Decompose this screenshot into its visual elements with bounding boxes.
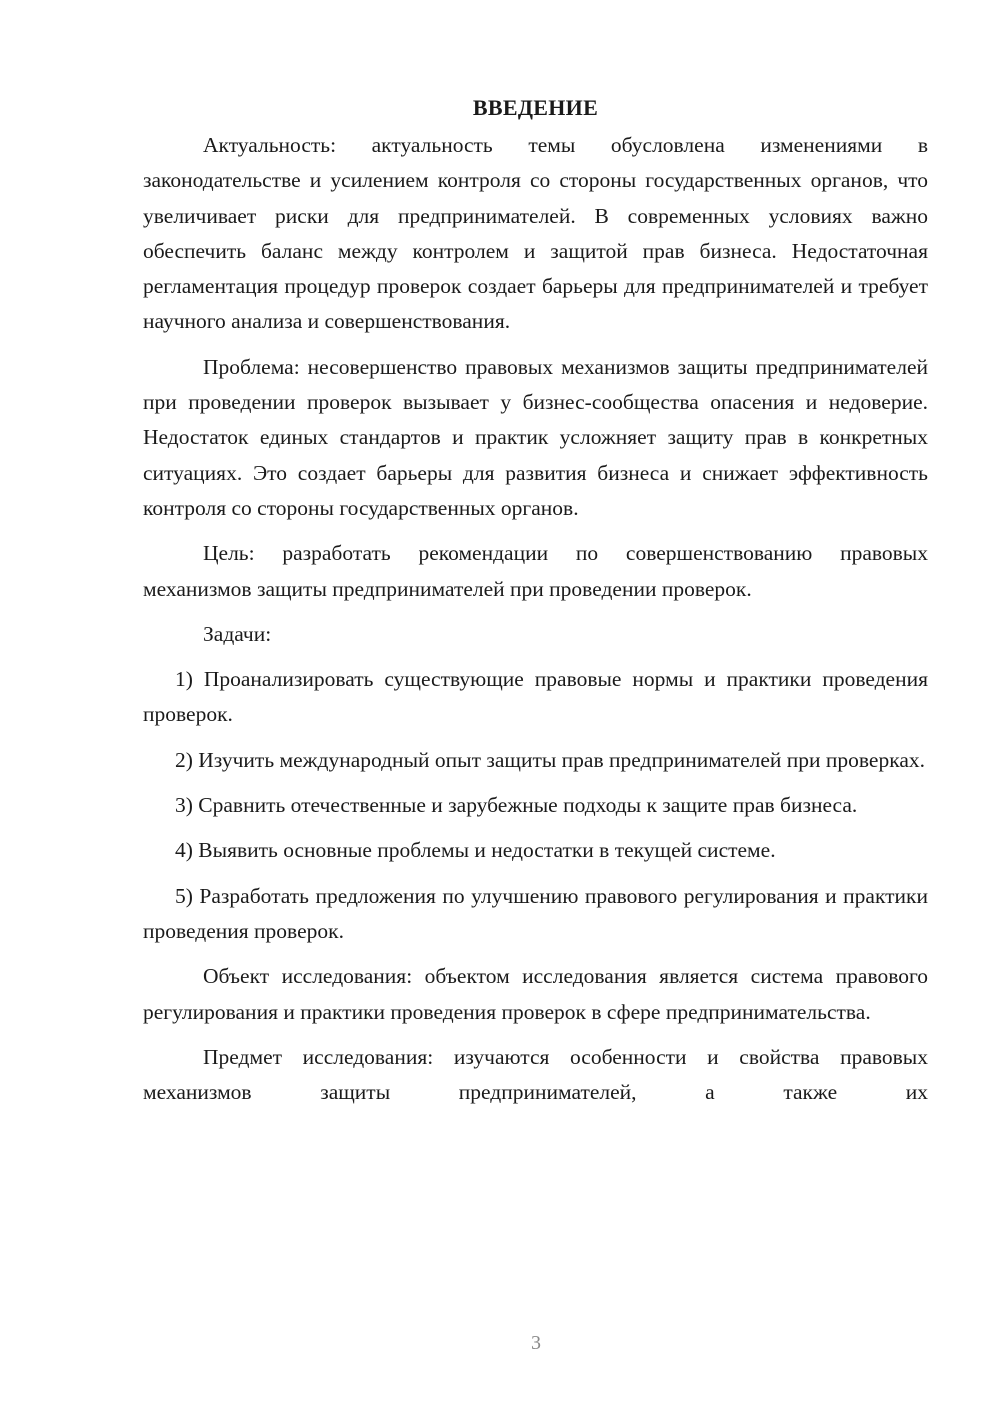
document-page — [143, 90, 928, 1110]
paragraph-problem: Проблема: несовершенство правовых механизмов защиты предпринимателей при проведении проверок вызывает у бизнес-сообщества опасения и недоверие. Недостаток единых стандартов и практик усложняет защиту прав в конкретных ситуациях. Это создает барьеры для развития бизнеса и снижает эффективность контроля со стороны государственных органов. — [143, 354, 928, 520]
task-item-1: 1) Проанализировать существующие правовые нормы и практики проведения проверок. — [143, 667, 928, 727]
task-item-2: 2) Изучить международный опыт защиты прав предпринимателей при проверках. — [175, 747, 926, 772]
page-number: 3 — [531, 1332, 541, 1354]
task-item-4: 4) Выявить основные проблемы и недостатки в текущей системе. — [175, 838, 776, 863]
paragraph-object: Объект исследования: объектом исследования является система правового регулирования и практики проведения проверок в сфере предпринимательства. — [143, 964, 928, 1024]
page-heading: ВВЕДЕНИЕ — [472, 95, 599, 120]
task-item-5: 5) Разработать предложения по улучшению правового регулирования и практики проведения проверок. — [143, 883, 928, 943]
task-item-3: 3) Сравнить отечественные и зарубежные подходы к защите прав бизнеса. — [175, 793, 858, 818]
paragraph-subject: Предмет исследования: изучаются особенности и свойства правовых механизмов защиты предпринимателей, а также их — [143, 1044, 928, 1105]
tasks-label: Задачи: — [203, 621, 272, 646]
paragraph-relevance: Актуальность: актуальность темы обусловлена изменениями в законодательстве и усилением контроля со стороны государственных органов, что увеличивает риски для предпринимателей. В современных условиях важно обеспечить баланс между контролем и защитой прав бизнеса. Недостаточная регламентация процедур проверок создает барьеры для предпринимателей и требует научного анализа и совершенствования. — [143, 133, 928, 334]
paragraph-goal: Цель: разработать рекомендации по совершенствованию правовых механизмов защиты предпринимателей при проведении проверок. — [143, 541, 928, 601]
